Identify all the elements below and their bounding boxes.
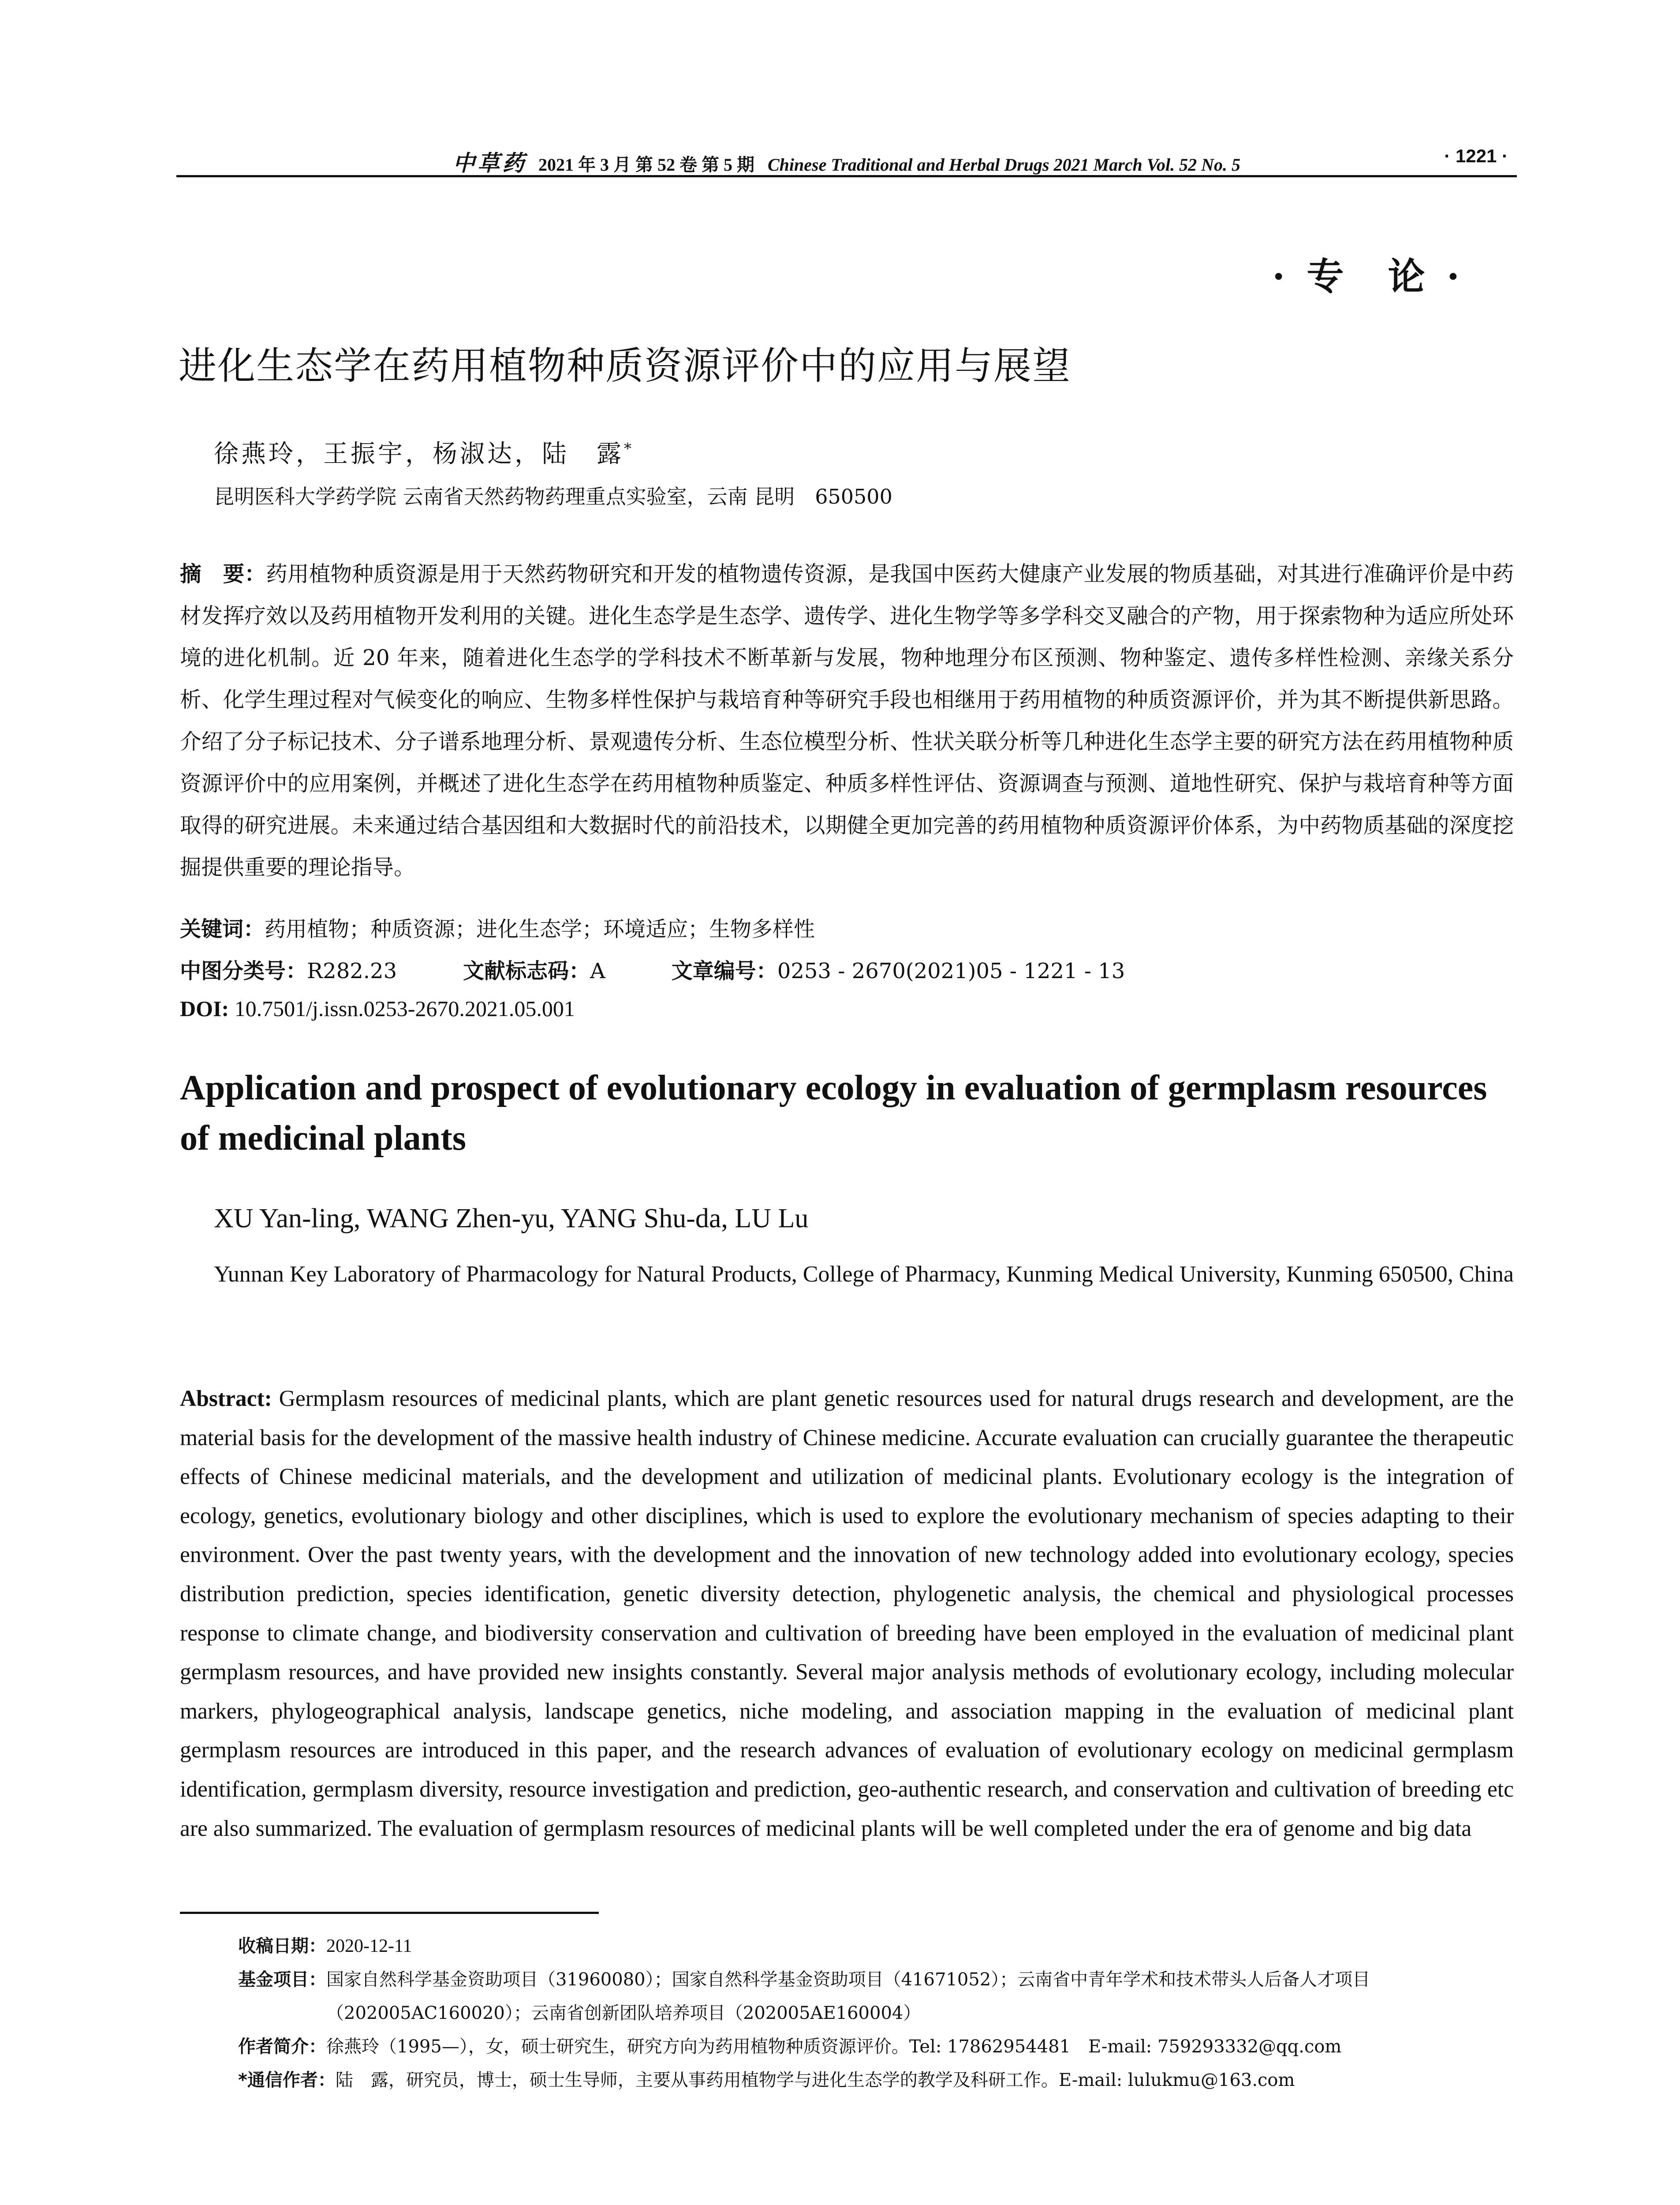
column-tag-right: 论 · — [1388, 254, 1464, 298]
corresponding-mark: * — [624, 440, 634, 458]
column-tag-left: · 专 — [1272, 254, 1348, 298]
doc-code-value: A — [590, 959, 605, 983]
footnote-divider — [180, 1912, 599, 1914]
received-label: 收稿日期： — [238, 1936, 326, 1956]
footnote-bio — [238, 2030, 1517, 2063]
cn-keywords — [180, 912, 1514, 942]
running-header-title — [176, 146, 1517, 177]
bio-text: 徐燕玲（1995—），女，硕士研究生，研究方向为药用植物种质资源评价。Tel: 17862954481 E-mail: 759293332@qq.com — [326, 2037, 1342, 2057]
fund-label: 基金项目： — [238, 1970, 326, 1990]
corr-text: 陆 露，研究员，博士，硕士生导师，主要从事药用植物学与进化生态学的教学及科研工作。E-mail: lulukmu@163.com — [335, 2070, 1295, 2090]
footnote-corresponding — [238, 2063, 1517, 2097]
cn-title: 进化生态学在药用植物种质资源评价中的应用与展望 — [179, 344, 1071, 388]
en-abstract — [180, 1379, 1514, 1848]
en-affiliation: Yunnan Key Laboratory of Pharmacology for Natural Products, College of Pharmacy, Kunming Medical University, Kunming 650500, China — [214, 1262, 1514, 1287]
cn-affiliation: 昆明医科大学药学院 云南省天然药物药理重点实验室，云南 昆明 650500 — [214, 485, 892, 508]
doi-label: DOI: — [180, 996, 229, 1021]
cn-abstract-text: 药用植物种质资源是用于天然药物研究和开发的植物遗传资源，是我国中医药大健康产业发展的物质基础，对其进行准确评价是中药材发挥疗效以及药用植物开发利用的关键。进化生态学是生态学、遗传学、进化生物学等多学科交叉融合的产物，用于探索物种为适应所处环境的进化机制。近 20 年来，随着进化生态学的学科技术不断革新与发展，物种地理分布区预测、物种鉴定、遗传多样性检测、亲缘关系分析、化学生理过程对气候变化的响应、生物多样性保护与栽培育种等研究手段也相继用于药用植物的种质资源评价，并为其不断提供新思路。介绍了分子标记技术、分子谱系地理分析、景观遗传分析、生态位模型分析、性状关联分析等几种进化生态学主要的研究方法在药用植物种质资源评价中的应用案例，并概述了进化生态学在药用植物种质鉴定、种质多样性评估、资源调查与预测、道地性研究、保护与栽培育种等方面取得的研究进展。未来通过结合基因组和大数据时代的前沿技术，以期健全更加完善的药用植物种质资源评价体系，为中药物质基础的深度挖掘提供重要的理论指导。 — [180, 562, 1514, 880]
bio-label: 作者简介： — [238, 2037, 326, 2057]
running-header — [176, 140, 1517, 177]
en-authors: XU Yan-ling, WANG Zhen-yu, YANG Shu-da, LU Lu — [214, 1203, 809, 1233]
en-title: Application and prospect of evolutionary ecology in evaluation of germplasm resources of medicinal plants — [180, 1069, 1487, 1158]
footnotes — [238, 1929, 1517, 2097]
doi-line — [180, 996, 1514, 1021]
cn-abstract — [180, 553, 1514, 889]
received-date: 2020-12-11 — [326, 1936, 412, 1956]
cn-author-list: 徐燕玲，王振宇，杨淑达，陆 露 — [214, 440, 624, 468]
cn-authors — [214, 434, 634, 470]
keywords-label: 关键词： — [180, 917, 265, 942]
cn-abstract-label: 摘 要： — [180, 562, 266, 587]
en-abstract-text: Germplasm resources of medicinal plants, which are plant genetic resources used for natural drugs research and development, are the material basis for the development of the massive health industry of Chinese medicine. Accurate evaluation can crucially guarantee the therapeutic effects of Chinese medicinal materials, and the development and utilization of medicinal plants. Evolutionary ecology is the integration of ecology, genetics, evolutionary biology and other disciplines, which is used to explore the evolutionary mechanism of species adapting to their environment. Over the past twenty years, with the development and the innovation of new technology added into evolutionary ecology, species distribution prediction, species identification, genetic diversity detection, phylogenetic analysis, the chemical and physiological processes response to climate change, and biodiversity conservation and cultivation of breeding have been employed in the evaluation of medicinal plant germplasm resources, and have provided new insights constantly. Several major analysis methods of evolutionary ecology, including molecular markers, phylogeographical analysis, landscape genetics, niche modeling, and association mapping in the evaluation of medicinal plant germplasm resources are introduced in this paper, and the research advances of evaluation of evolutionary ecology on medicinal germplasm identification, germplasm diversity, resource investigation and prediction, geo-authentic research, and conservation and cultivation of breeding etc are also summarized. The evaluation of germplasm resources of medicinal plants will be well completed under the era of genome and big data — [180, 1386, 1514, 1841]
en-abstract-label: Abstract: — [180, 1386, 272, 1411]
article-no-label: 文章编号： — [671, 959, 777, 983]
issue-en: Chinese Traditional and Herbal Drugs 2021 March Vol. 52 No. 5 — [767, 155, 1240, 175]
column-tag — [1272, 247, 1464, 300]
clc-label: 中图分类号： — [180, 959, 307, 983]
clc-value: R282.23 — [307, 959, 397, 983]
corr-label: *通信作者： — [238, 2070, 336, 2090]
page-number: · 1221 · — [1444, 146, 1508, 166]
fund-text: 国家自然科学基金资助项目（31960080）；国家自然科学基金资助项目（41671052）；云南省中青年学术和技术带头人后备人才项目（202005AC160020）；云南省创新团队培养项目（202005AE160004） — [326, 1970, 1370, 2023]
footnote-fund — [238, 1963, 1517, 2030]
doc-code-label: 文献标志码： — [463, 959, 590, 983]
keywords-text: 药用植物；种质资源；进化生态学；环境适应；生物多样性 — [265, 917, 815, 942]
article-no-value: 0253 - 2670(2021)05 - 1221 - 13 — [777, 959, 1125, 983]
cn-classification — [180, 954, 1514, 984]
issue-cn: 2021 年 3 月 第 52 卷 第 5 期 — [538, 155, 754, 175]
journal-logo: 中草药 — [452, 150, 527, 176]
doi-link[interactable]: 10.7501/j.issn.0253-2670.2021.05.001 — [234, 996, 575, 1021]
footnote-received — [238, 1929, 1517, 1963]
